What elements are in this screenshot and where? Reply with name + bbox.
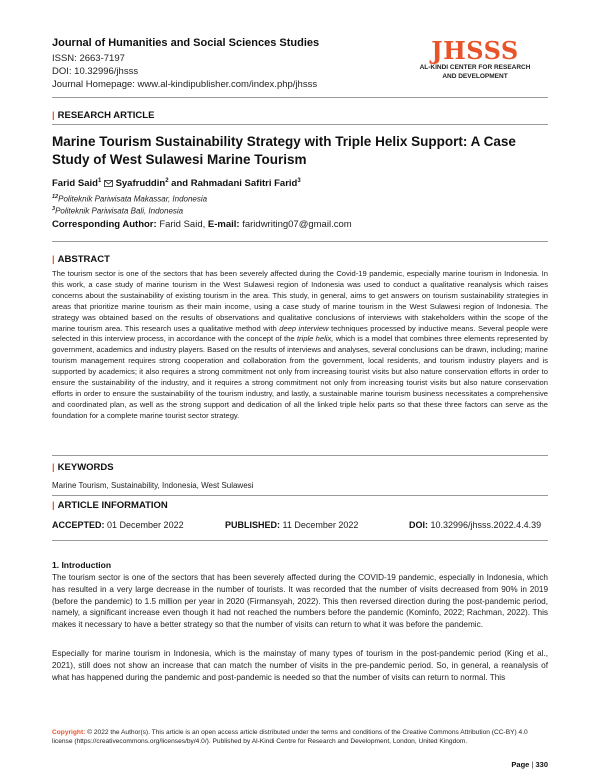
copyright-footer xyxy=(52,728,548,746)
abstract-deep-interview: deep interview xyxy=(279,323,329,333)
author-2: Syafruddin xyxy=(115,178,166,190)
logo-line-1: AL-KINDI CENTER FOR RESEARCH xyxy=(419,64,531,71)
logo-line-2: AND DEVELOPMENT xyxy=(442,72,508,80)
article-doi xyxy=(409,520,541,530)
intro-paragraph-1: The tourism sector is one of the sectors that has been severely affected during the COVID-19 pandemic, especially in Indonesia, which has resulted in a very large decrease in the number of tourists. It was recorded that the number of visits decreased from 90% in 2019 (before the pandemic) to 1.5 million per year in 2020 (Firmansyah, 2022). This then reversed direction during the post-pandemic period, namely, a significant increase even though it had not reached the numbers before the pandemic (Kominfo, 2022; Rachman, 2022). This makes it necessary to have a better strategy so that the number of visits can return to what it was before the pandemic. xyxy=(52,573,548,630)
author-1: Farid Said xyxy=(52,178,98,190)
header-divider xyxy=(52,97,548,98)
author-3: Rahmadani Safitri Farid xyxy=(190,178,298,190)
author-and: and xyxy=(171,178,189,190)
copyright-label: Copyright: xyxy=(52,729,86,736)
affiliation-2: $^3$Politeknik Pariwisata Bali, Indonesia xyxy=(52,206,184,216)
abstract-text: The tourism sector is one of the sectors that has been severely affected during the Covid-19 pandemic, especially marine tourism in Indonesia. In this work, a case study of marine tourism in the West Sulawesi region of Indonesia was used to conduct a qualitative reanalysis which raises concerns about the sustainability of existing tourism in the area. This study, in general, aims to get answers on tourism sustainability strategies in areas that prioritize marine tourism as their main income, using a case study of marine tourism in the West Sulawesi region of Indonesia. The strategy was obtained based on the results of observations and qualitative conclusions of interviews with stakeholders within the scope of the marine tourism area. This research uses a qualitative method with deep interview techniques processed by inductive means. Several people were selected in this interview process, in accordance with the concept of the triple helix, which is a model that combines three elements represented by government, academics and industry players. Based on the results of interviews and analyses, several conclusions can be drawn, including; marine tourism management requires strong cooperation and collaboration from the government, local residents, and tourism industry players and is supported by academics; it also requires a strong commitment not only from increasing tourist visits but also nature conservation efforts in order to ensure the sustainability of the industry, and it requires a strong commitment not only from increasing tourist visits but also nature conservation efforts in order to ensure the sustainability of the tourism industry, and lastly, a sustainable marine tourism business necessitates a comprehensive and coordinated plan, as well as the strong support and dedication of all the linked triple helix parts so that these three factors can serve as the foundation for a complete marine tourist sector strategy. xyxy=(52,269,548,420)
keywords-top-divider xyxy=(52,455,548,456)
journal-homepage[interactable]: Journal Homepage: www.al-kindipublisher.com/index.php/jhsss xyxy=(52,79,318,90)
accepted-date: ACCEPTED: 01 December 2022 xyxy=(52,520,184,530)
abstract-triple-helix: triple helix, xyxy=(296,334,334,344)
article-type-heading: | RESEARCH ARTICLE xyxy=(52,110,155,121)
section-bar: | xyxy=(52,254,55,265)
corresponding-author xyxy=(52,219,352,230)
envelope-icon[interactable] xyxy=(104,178,113,189)
affiliation-2-sup: 3 xyxy=(52,206,56,212)
info-top-divider xyxy=(52,495,548,496)
corr-email[interactable]: faridwriting07@gmail.com xyxy=(242,219,352,230)
doi-label: DOI: xyxy=(409,520,428,530)
intro-paragraph-2: Especially for marine tourism in Indonesia, which is the mainstay of many types of tourism in the post-pandemic period (King et al., 2021), still does not show an increase that can match the number of visits in the pre-pandemic period. So, in general, a reanalysis of what has happened during the pandemic and post-pandemic is needed so that the number of visits can return to normal. This xyxy=(52,649,548,682)
published-label: PUBLISHED: xyxy=(225,520,281,530)
page-value: 330 xyxy=(535,760,548,769)
affiliation-1-sup: 12 xyxy=(52,194,59,200)
doi-value[interactable]: 10.32996/jhsss.2022.4.4.39 xyxy=(430,520,542,530)
section-bar: | xyxy=(52,110,55,121)
corr-name: Farid Said, xyxy=(159,219,206,230)
publisher-logo xyxy=(400,38,550,81)
article-type-divider xyxy=(52,124,548,125)
accepted-label: ACCEPTED: xyxy=(52,520,105,530)
journal-issn: ISSN: 2663-7197 xyxy=(52,53,125,64)
author-list xyxy=(52,178,301,189)
intro-heading: 1. Introduction xyxy=(52,560,112,570)
page-label: Page xyxy=(511,760,530,769)
author-2-sup: 2 xyxy=(165,178,169,184)
section-bar: | xyxy=(52,462,55,473)
published-date: PUBLISHED: 11 December 2022 xyxy=(225,520,359,530)
affiliation-1: $^{12}$Politeknik Pariwisata Makassar, Indonesia xyxy=(52,194,208,204)
section-bar: | xyxy=(52,500,55,511)
keywords-heading: | KEYWORDS xyxy=(52,462,114,473)
journal-doi: DOI: 10.32996/jhsss xyxy=(52,66,139,77)
article-info-heading: | ARTICLE INFORMATION xyxy=(52,500,168,511)
info-bottom-divider xyxy=(52,540,548,541)
copyright-text: © 2022 the Author(s). This article is an open access article distributed under the terms and conditions of the Creative Commons Attribution (CC-BY) 4.0 license (https://creativecommons.org/licenses/by/4.0/). Published by Al-Kindi Centre for Research and Development, London, United Kingdom. xyxy=(52,729,528,746)
abstract-heading: | ABSTRACT xyxy=(52,254,110,265)
page-separator: | xyxy=(531,760,534,769)
email-label: E-mail: xyxy=(207,219,240,230)
paper-title: Marine Tourism Sustainability Strategy with Triple Helix Support: A Case Study of West Sulawesi Marine Tourism xyxy=(52,134,516,167)
journal-title: Journal of Humanities and Social Sciences Studies xyxy=(52,37,320,49)
page-number xyxy=(511,760,548,769)
corr-label: Corresponding Author: xyxy=(52,219,157,230)
keywords-text: Marine Tourism, Sustainability, Indonesia, West Sulawesi xyxy=(52,481,254,490)
abstract-top-divider xyxy=(52,241,548,242)
author-1-sup: 1 xyxy=(97,178,102,184)
logo-mark: JHSSS xyxy=(431,36,519,65)
author-3-sup: 3 xyxy=(297,178,301,184)
